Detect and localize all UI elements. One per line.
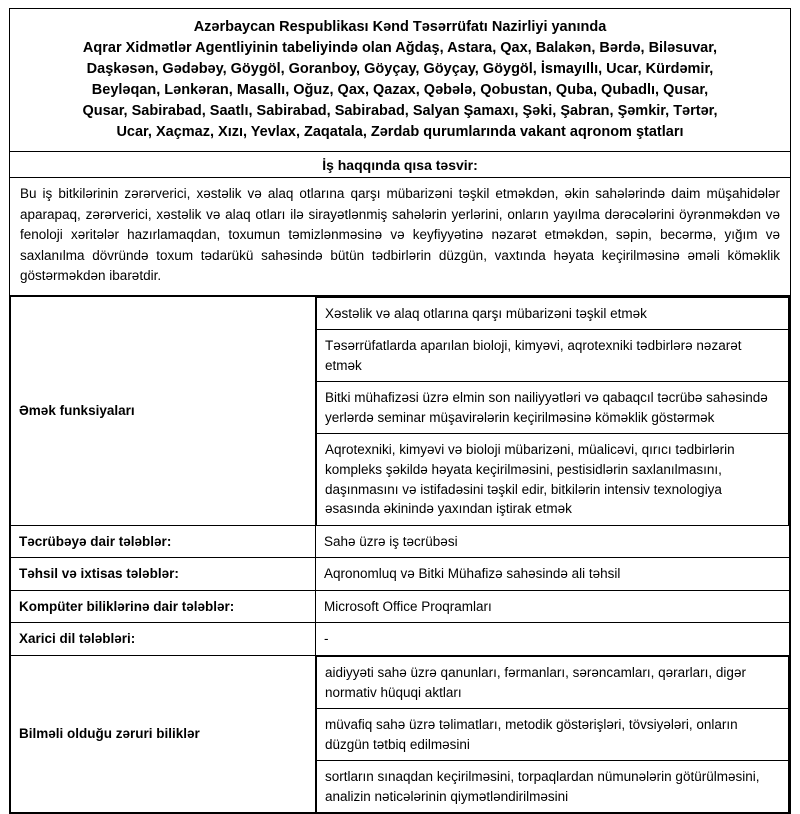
table-row	[11, 296, 790, 525]
row-value-emek-funksiyalari	[316, 296, 790, 525]
list-item	[317, 297, 789, 330]
table-row	[11, 590, 790, 623]
row-label-kompüter-bilikleri: Kompüter biliklərinə dair tələblər:	[11, 590, 316, 623]
title-line-3: Daşkəsən, Gədəbəy, Göygöl, Goranboy, Göyçay, Göyçay, Göygöl, İsmayıllı, Ucar, Kürdəmir,	[86, 61, 714, 78]
list-item-text: Təsərrüfatlarda aparılan bioloji, kimyəvi, aqrotexniki tədbirlərə nəzarət etmək	[317, 330, 789, 382]
row-label-tecrubeye-dair-teleblar: Təcrübəyə dair tələblər:	[11, 525, 316, 558]
list-item	[317, 709, 789, 761]
job-description-document	[9, 8, 791, 814]
description-text: Bu iş bitkilərinin zərərverici, xəstəlik və alaq otlarına qarşı mübarizəni təşkil etməkdən, əkin sahələrində daim müşahidələr aparараq, zərərverici, xəstəlik və alaq otları ilə sirayətlənmiş sahələrin yerlərini, onların yayılma dərəcələrini öyrənməkdən və fenoloji xəritələr hazırlamaqdan, toxumun təmizlənməsinə və keyfiyyətinə nəzarət etməkdən, səpin, becərmə, yığım və saxlanılma dövründə toxum tədarükü sahəsində bütün tədbirlərin düzgün, vaxtında həyata keçirilməsinə əməli köməklik göstərməkdən ibarətdir.	[10, 178, 790, 296]
list-item-text: sortların sınaqdan keçirilməsini, torpaqlardan nümunələrin götürülməsini, analizin nəticələrinin qiymətləndirilməsini	[317, 761, 789, 813]
document-title	[10, 9, 790, 152]
list-item	[317, 382, 789, 434]
row-value-tehsil-ve-ixtisas: Aqronomluq və Bitki Mühafizə sahəsində ali təhsil	[316, 558, 790, 591]
row-label-emek-funksiyalari: Əmək funksiyaları	[11, 296, 316, 525]
list-item-text: Bitki mühafizəsi üzrə elmin son nailiyyətləri və qabaqcıl təcrübə sahəsində yerlərdə seminar müşavirələrin keçirilməsinə köməklik göstərmək	[317, 382, 789, 434]
title-line-5: Qusar, Sabirabad, Saatlı, Sabirabad, Sabirabad, Salyan Şamaxı, Şəki, Şabran, Şəmkir, Tərtər,	[82, 103, 718, 120]
row-label-xarici-dil: Xarici dil tələbləri:	[11, 623, 316, 656]
row-value-xarici-dil: -	[316, 623, 790, 656]
list-item	[317, 434, 789, 525]
requirements-table	[10, 296, 790, 814]
title-line-6: Ucar, Xaçmaz, Xızı, Yevlax, Zaqatala, Zərdab qurumlarında vakant aqronom ştatları	[116, 124, 684, 141]
list-item-text: aidiyyəti sahə üzrə qanunları, fərmanları, sərəncamları, qərarları, digər normativ hüquqi aktları	[317, 656, 789, 708]
row-label-zeruri-bilikler: Bilməli olduğu zəruri biliklər	[11, 655, 316, 812]
list-item-text: Xəstəlik və alaq otlarına qarşı mübarizəni təşkil etmək	[317, 297, 789, 330]
list-item	[317, 330, 789, 382]
title-line-1: Azərbaycan Respublikası Kənd Təsərrüfatı Nazirliyi yanında	[193, 19, 607, 35]
table-row	[11, 558, 790, 591]
row-value-zeruri-bilikler	[316, 655, 790, 812]
list-item-text: Aqrotexniki, kimyəvi və bioloji mübarizəni, müalicəvi, qırıcı tədbirlərin kompleks şəkildə həyata keçirilməsini, pestisidlərin saxlanılmasını, daşınmasını və istifadəsini təşkil edir, bitkilərin intensiv texnologiya əsasında əkinində yaxından iştirak etmək	[317, 434, 789, 525]
description-heading: İş haqqında qısa təsvir:	[10, 152, 790, 178]
list-item	[317, 656, 789, 708]
table-row	[11, 655, 790, 812]
table-row	[11, 525, 790, 558]
row-value-kompüter-bilikleri: Microsoft Office Proqramları	[316, 590, 790, 623]
row-label-tehsil-ve-ixtisas: Təhsil və ixtisas tələblər:	[11, 558, 316, 591]
list-item	[317, 761, 789, 813]
sub-list	[316, 656, 789, 812]
title-line-4: Beyləqan, Lənkəran, Masallı, Oğuz, Qax, Qazax, Qəbələ, Qobustan, Quba, Qubadlı, Qusar,	[91, 82, 709, 99]
title-line-2: Aqrar Xidmətlər Agentliyinin tabeliyində olan Ağdaş, Astara, Qax, Balakən, Bərdə, Biləsuvar,	[82, 40, 718, 57]
table-row	[11, 623, 790, 656]
row-value-tecrubeye-dair-teleblar: Sahə üzrə iş təcrübəsi	[316, 525, 790, 558]
sub-list	[316, 297, 789, 525]
list-item-text: müvafiq sahə üzrə təlimatları, metodik göstərişləri, tövsiyələri, onların düzgün tətbiq edilməsini	[317, 709, 789, 761]
